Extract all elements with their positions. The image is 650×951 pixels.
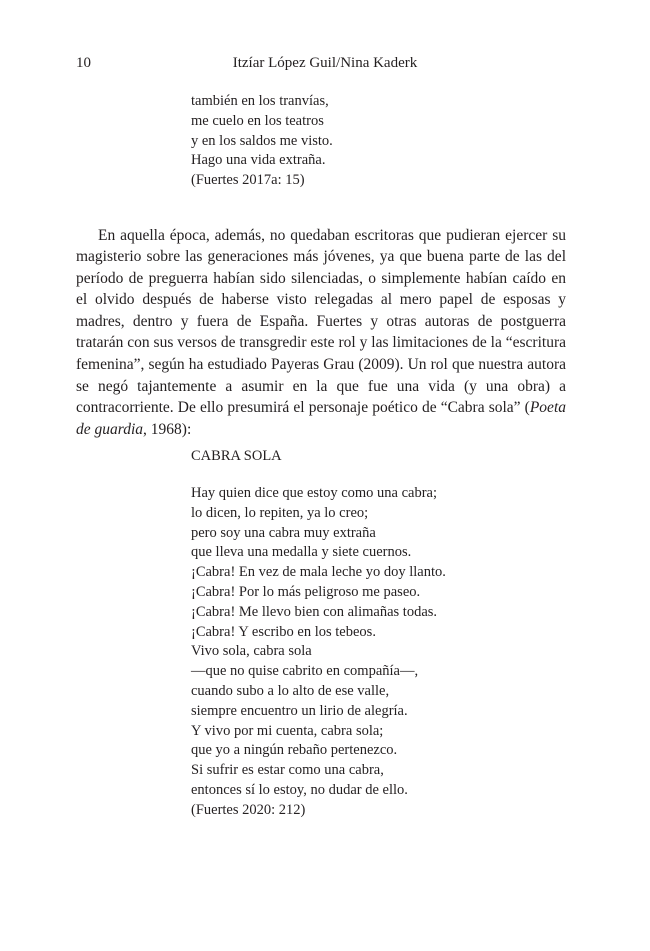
- verse-citation: (Fuertes 2017a: 15): [191, 172, 305, 189]
- paragraph-text-end: , 1968):: [143, 420, 192, 438]
- verse-citation: (Fuertes 2020: 212): [191, 801, 306, 818]
- verse-line: Hay quien dice que estoy como una cabra;: [191, 485, 438, 501]
- verse-line: ¡Cabra! Y escribo en los tebeos.: [191, 623, 376, 640]
- verse-line: siempre encuentro un lirio de alegría.: [191, 702, 408, 719]
- verse-poem: [191, 484, 446, 821]
- verse-line: Vivo sola, cabra sola: [191, 643, 312, 660]
- verse-line: pero soy una cabra muy extraña: [191, 524, 376, 541]
- paragraph-text: En aquella época, además, no quedaban escritoras que pudieran ejercer su magisterio sobre las generaciones más jóvenes, ya que buena parte de las del período de preguerra habían sido silenciadas, o simplemente habían caído en el olvido después de haberse visto relegadas al mero papel de esposas y madres, dentro y fuera de España. Fuertes y otras autoras de postguerra tratarán con sus versos de transgredir este rol y las limitaciones de la “escritura femenina”, según ha estudiado Payeras Grau (2009). Un rol que nuestra autora se negó tajantemente a asumir en la que fue una vida (y una obra) a contracorriente. De ello presumirá el personaje poético de “Cabra sola” (: [76, 226, 566, 417]
- verse-line: y en los saldos me visto.: [191, 132, 333, 149]
- verse-line: entonces sí lo estoy, no dudar de ello.: [191, 781, 408, 798]
- verse-line: me cuelo en los teatros: [191, 112, 324, 129]
- verse-line: también en los tranvías,: [191, 93, 329, 109]
- page-number: 10: [76, 55, 91, 71]
- verse-line: Hago una vida extraña.: [191, 152, 326, 169]
- running-head: Itzíar López Guil/Nina Kaderk: [232, 55, 418, 71]
- verse-line: que lleva una medalla y siete cuernos.: [191, 544, 412, 561]
- poem-title: CABRA SOLA: [191, 448, 282, 464]
- verse-line: lo dicen, lo repiten, ya lo creo;: [191, 504, 369, 521]
- verse-line: que yo a ningún rebaño pertenezco.: [191, 742, 398, 759]
- italic-book-title: Poeta de guardia: [76, 399, 566, 438]
- verse-line: —que no quise cabrito en compañía—,: [191, 663, 419, 680]
- verse-line: Y vivo por mi cuenta, cabra sola;: [191, 722, 384, 739]
- verse-line: ¡Cabra! Por lo más peligroso me paseo.: [191, 583, 421, 600]
- verse-line: Si sufrir es estar como una cabra,: [191, 762, 384, 779]
- verse-line: ¡Cabra! En vez de mala leche yo doy llanto.: [191, 564, 446, 581]
- body-paragraph: [76, 225, 566, 441]
- verse-line: cuando subo a lo alto de ese valle,: [191, 682, 390, 699]
- verse-line: ¡Cabra! Me llevo bien con alimañas todas.: [191, 603, 438, 620]
- verse-quote-one: [191, 92, 333, 191]
